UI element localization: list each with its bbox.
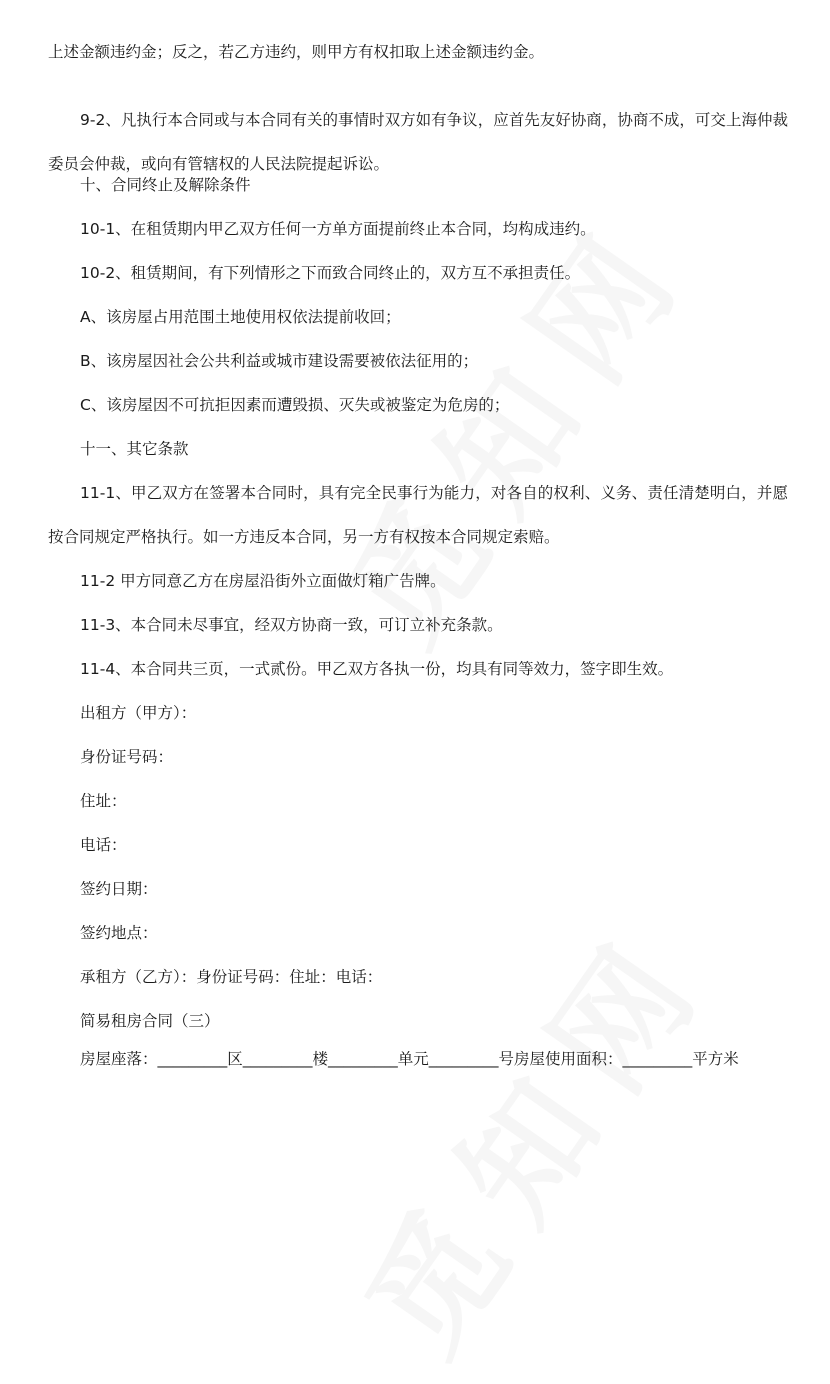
signature-field-id-number: 身份证号码： [80,748,174,766]
signature-field-lessor: 出租方（甲方）： [80,704,197,722]
section-heading-11: 十一、其它条款 [80,440,189,458]
paragraph-property-location: 房屋座落：_________区_________楼_________单元_________号房屋使用面积：_________平方米 [80,1050,739,1068]
list-item-a: A、该房屋占用范围土地使用权依法提前收回； [80,308,401,326]
section-heading-10: 十、合同终止及解除条件 [80,176,251,194]
signature-field-address: 住址： [80,792,127,810]
signature-field-date: 签约日期： [80,880,158,898]
signature-field-lessee: 承租方（乙方）：身份证号码：住址：电话： [80,968,383,986]
list-item-c: C、该房屋因不可抗拒因素而遭毁损、灭失或被鉴定为危房的； [80,396,510,414]
paragraph-11-2: 11-2 甲方同意乙方在房屋沿街外立面做灯箱广告牌。 [80,572,446,590]
paragraph-9-2-dispute: 9-2、凡执行本合同或与本合同有关的事情时双方如有争议，应首先友好协商，协商不成，可交上海仲裁委员会仲裁，或向有管辖权的人民法院提起诉讼。 [48,111,788,173]
list-item-b: B、该房屋因社会公共利益或城市建设需要被依法征用的； [80,352,479,370]
paragraph-11-4: 11-4、本合同共三页，一式贰份。甲乙双方各执一份，均具有同等效力，签字即生效。 [80,660,674,678]
signature-field-place: 签约地点： [80,924,158,942]
paragraph-penalty-continuation: 上述金额违约金；反之，若乙方违约，则甲方有权扣取上述金额违约金。 [48,43,545,61]
document-subtitle: 简易租房合同（三） [80,1012,220,1030]
signature-field-phone: 电话： [80,836,127,854]
paragraph-11-3: 11-3、本合同未尽事宜，经双方协商一致，可订立补充条款。 [80,616,503,634]
paragraph-11-1: 11-1、甲乙双方在签署本合同时，具有完全民事行为能力，对各自的权利、义务、责任清楚明白，并愿按合同规定严格执行。如一方违反本合同，另一方有权按本合同规定索赔。 [48,484,788,546]
paragraph-10-2: 10-2、租赁期间，有下列情形之下而致合同终止的，双方互不承担责任。 [80,264,581,282]
paragraph-10-1: 10-1、在租赁期内甲乙双方任何一方单方面提前终止本合同，均构成违约。 [80,220,596,238]
